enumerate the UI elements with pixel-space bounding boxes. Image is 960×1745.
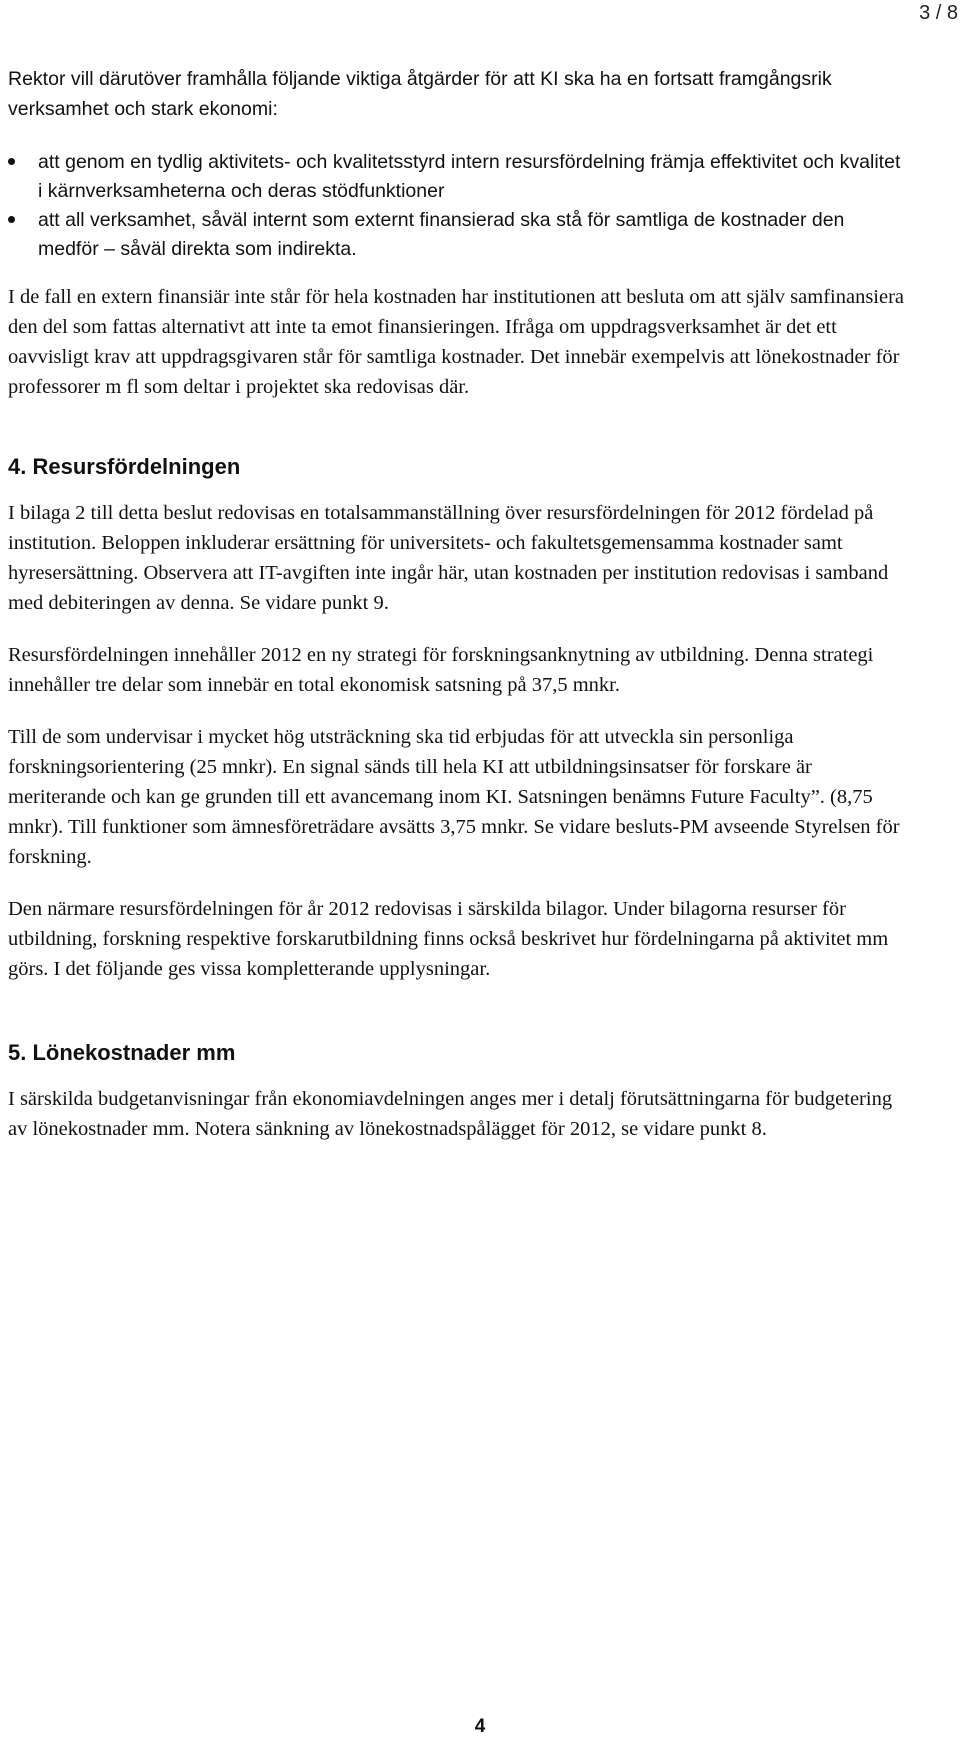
list-item xyxy=(8,206,908,264)
list-item-text: att genom en tydlig aktivitets- och kvalitetsstyrd intern resursfördelning främja effektivitet och kvalitet i kärnverksamheterna och deras stödfunktioner xyxy=(38,151,901,202)
list-item xyxy=(8,148,908,206)
intro-paragraph: Rektor vill därutöver framhålla följande viktiga åtgärder för att KI ska ha en fortsatt framgångsrik verksamhet och stark ekonomi: xyxy=(8,68,832,120)
footer-page-number: 4 xyxy=(474,1716,486,1737)
bullet-icon xyxy=(8,158,15,165)
page-indicator: 3 / 8 xyxy=(919,2,958,24)
section-heading-lonekostnader: 5. Lönekostnader mm xyxy=(8,1040,236,1065)
section4-paragraph: Till de som undervisar i mycket hög utsträckning ska tid erbjudas för att utveckla sin personliga forskningsorientering (25 mnkr). En signal sänds till hela KI att utbildningsinsatser för forskare är meriterande och kan ge grunden till ett avancemang inom KI. Satsningen benämns Future Faculty”. (8,75 mnkr). Till funktioner som ämnesföreträdare avsätts 3,75 mnkr. Se vidare besluts-PM avseende Styrelsen för forskning. xyxy=(8,726,900,868)
section5-paragraph: I särskilda budgetanvisningar från ekonomiavdelningen anges mer i detalj förutsättningarna för budgetering av lönekostnader mm. Notera sänkning av lönekostnadspålägget för 2012, se vidare punkt 8. xyxy=(8,1088,893,1140)
document-body xyxy=(8,64,908,1144)
section4-paragraph: I bilaga 2 till detta beslut redovisas en totalsammanställning över resursfördelningen för 2012 fördelad på institution. Beloppen inkluderar ersättning för universitets- och fakultetsgemensamma kostnader samt hyresersättning. Observera att IT-avgiften inte ingår här, utan kostnaden per institution redovisas i samband med debiteringen av denna. Se vidare punkt 9. xyxy=(8,502,889,614)
bullet-icon xyxy=(8,216,15,223)
section4-paragraph: Resursfördelningen innehåller 2012 en ny strategi för forskningsanknytning av utbildning. Denna strategi innehåller tre delar som innebär en total ekonomisk satsning på 37,5 mnkr. xyxy=(8,644,874,696)
measures-list xyxy=(8,148,908,264)
section-heading-resursfordelningen: 4. Resursfördelningen xyxy=(8,454,241,479)
financing-paragraph: I de fall en extern finansiär inte står för hela kostnaden har institutionen att besluta om att själv samfinansiera den del som fattas alternativt att inte ta emot finansieringen. Ifråga om uppdragsverksamhet är det ett oavvisligt krav att uppdragsgivaren står för samtliga kostnader. Det innebär exempelvis att lönekostnader för professorer m fl som deltar i projektet ska redovisas där. xyxy=(8,286,905,398)
section4-paragraph: Den närmare resursfördelningen för år 2012 redovisas i särskilda bilagor. Under bilagorna resurser för utbildning, forskning respektive forskarutbildning finns också beskrivet hur fördelningarna på aktivitet mm görs. I det följande ges vissa kompletterande upplysningar. xyxy=(8,898,889,980)
list-item-text: att all verksamhet, såväl internt som externt finansierad ska stå för samtliga de kostnader den medför – såväl direkta som indirekta. xyxy=(38,209,845,260)
